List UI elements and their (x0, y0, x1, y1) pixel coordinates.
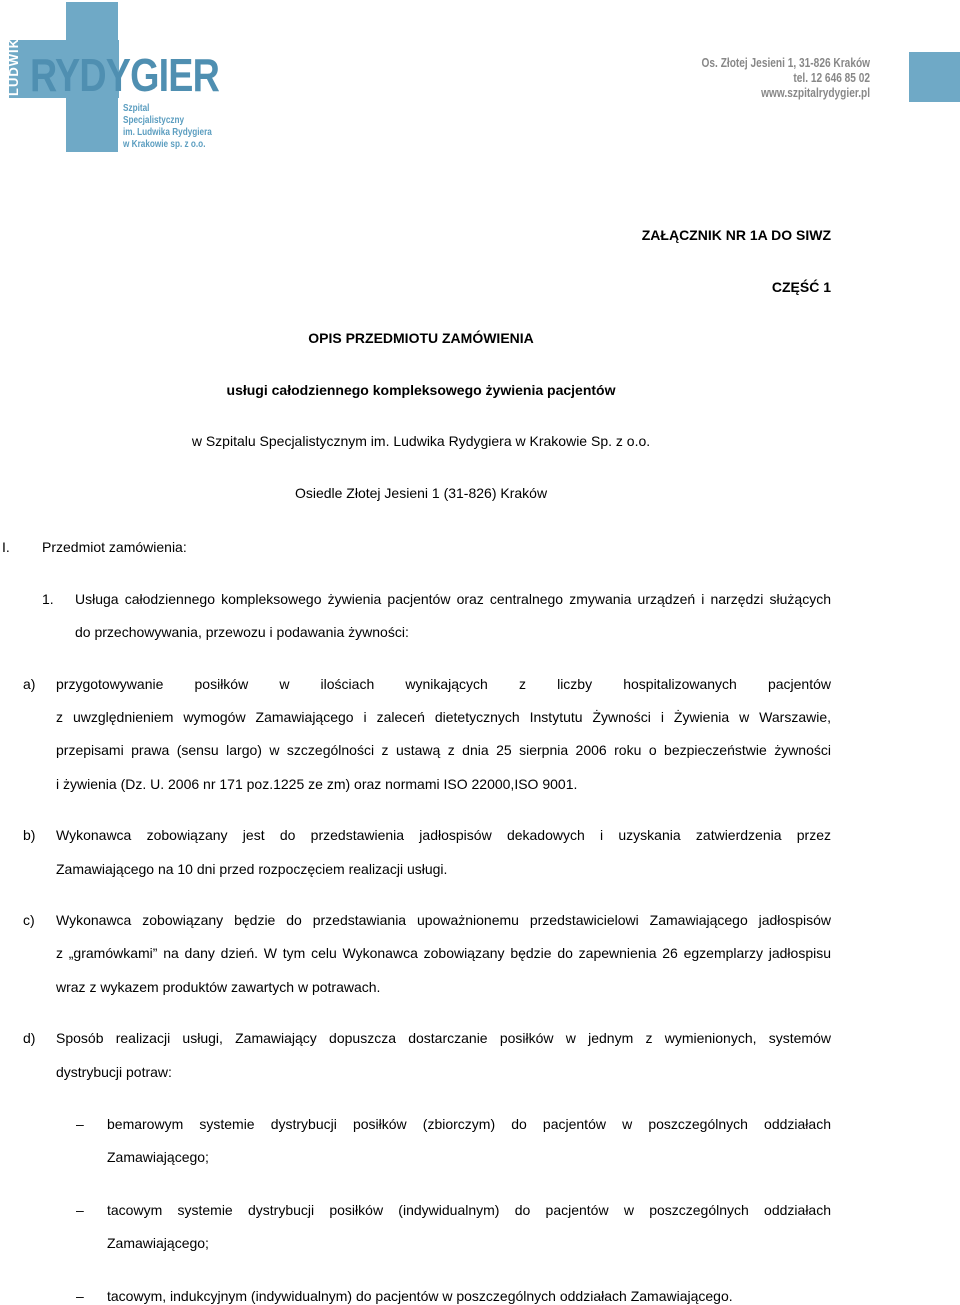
item-text-line: do przechowywania, przewozu i podawania żywności: (75, 624, 409, 640)
list-label-c: c) (23, 912, 35, 928)
paragraph-line: Zamawiającego na 10 dni przed rozpoczęciem realizacji usługi. (56, 861, 448, 877)
item-text-line: Usługa całodziennego kompleksowego żywienia pacjentów oraz centralnego zmywania urządzeń i narzędzi służących (75, 591, 831, 607)
bullet-line: Zamawiającego; (107, 1149, 209, 1165)
paragraph-line: wraz z wykazem produktów zawartych w potrawach. (56, 979, 381, 995)
logo-sub-line: Specjalistyczny (123, 115, 185, 126)
paragraph-line: dystrybucji potraw: (56, 1064, 172, 1080)
paragraph-line: i żywienia (Dz. U. 2006 nr 171 poz.1225 ze zm) oraz normami ISO 22000,ISO 9001. (56, 776, 578, 792)
logo-vertical-label: LUDWIK (6, 38, 21, 96)
list-label-b: b) (23, 827, 36, 843)
paragraph-line: przepisami prawa (sensu largo) w szczególności z ustawą z dnia 25 sierpnia 2006 roku o bezpieczeństwie żywności (56, 742, 831, 758)
bullet-dash: – (76, 1288, 84, 1304)
hospital-name: w Szpitalu Specjalistycznym im. Ludwika Rydygiera w Krakowie Sp. z o.o. (191, 433, 651, 449)
document-title: OPIS PRZEDMIOTU ZAMÓWIENIA (308, 330, 534, 346)
paragraph-line: Wykonawca zobowiązany jest do przedstawienia jadłospisów dekadowych i uzyskania zatwierdzenia przez (56, 827, 831, 843)
logo-sub-line: im. Ludwika Rydygiera (123, 127, 212, 138)
contact-address: Os. Złotej Jesieni 1, 31-826 Kraków (701, 55, 870, 70)
paragraph-line: przygotowywanie posiłków w ilościach wynikających z liczby hospitalizowanych pacjentów (56, 676, 831, 692)
logo-brand: RYDYGIER (30, 49, 220, 101)
attachment-title: ZAŁĄCZNIK NR 1A DO SIWZ (641, 227, 831, 243)
logo-sub-line: Szpital (123, 103, 150, 114)
list-label-d: d) (23, 1030, 36, 1046)
paragraph-line: Wykonawca zobowiązany będzie do przedstawiania upoważnionemu przedstawicielowi Zamawiającego jadłospisów (56, 912, 831, 928)
bullet-line: Zamawiającego; (107, 1235, 209, 1251)
bullet-dash: – (76, 1202, 84, 1218)
list-label-a: a) (23, 676, 36, 692)
document-subtitle: usługi całodziennego kompleksowego żywienia pacjentów (226, 382, 616, 398)
contact-phone: tel. 12 646 85 02 (793, 70, 870, 85)
section-number: I. (2, 539, 10, 555)
item-number: 1. (42, 591, 54, 607)
logo-sub-line: w Krakowie sp. z o.o. (123, 139, 206, 150)
contact-website: www.szpitalrydygier.pl (761, 85, 870, 100)
bullet-line: bemarowym systemie dystrybucji posiłków (zbiorczym) do pacjentów w poszczególnych oddziałach (107, 1116, 831, 1132)
letterhead (0, 0, 960, 160)
paragraph-line: z „gramówkami” na dany dzień. W tym celu Wykonawca zobowiązany będzie do zapewnienia 26 egzemplarzy jadłospisu (56, 945, 831, 961)
paragraph-line: Sposób realizacji usługi, Zamawiający dopuszcza dostarczanie posiłków w jednym z wymienionych, systemów (56, 1030, 831, 1046)
contact-info (701, 55, 870, 100)
bullet-line: tacowym systemie dystrybucji posiłków (indywidualnym) do pacjentów w poszczególnych oddziałach (107, 1202, 831, 1218)
bullet-dash: – (76, 1116, 84, 1132)
corner-accent-square (909, 52, 960, 102)
part-title: CZĘŚĆ 1 (771, 279, 831, 295)
logo-subtitle (123, 103, 212, 151)
paragraph-line: z uwzględnieniem wymogów Zamawiającego i zaleceń dietetycznych Instytutu Żywności i Żywienia w Warszawie, (56, 709, 831, 725)
bullet-line: tacowym, indukcyjnym (indywidualnym) do pacjentów w poszczególnych oddziałach Zamawiającego. (107, 1288, 733, 1304)
hospital-address: Osiedle Złotej Jesieni 1 (31-826) Kraków (294, 485, 548, 501)
section-title: Przedmiot zamówienia: (42, 539, 187, 555)
